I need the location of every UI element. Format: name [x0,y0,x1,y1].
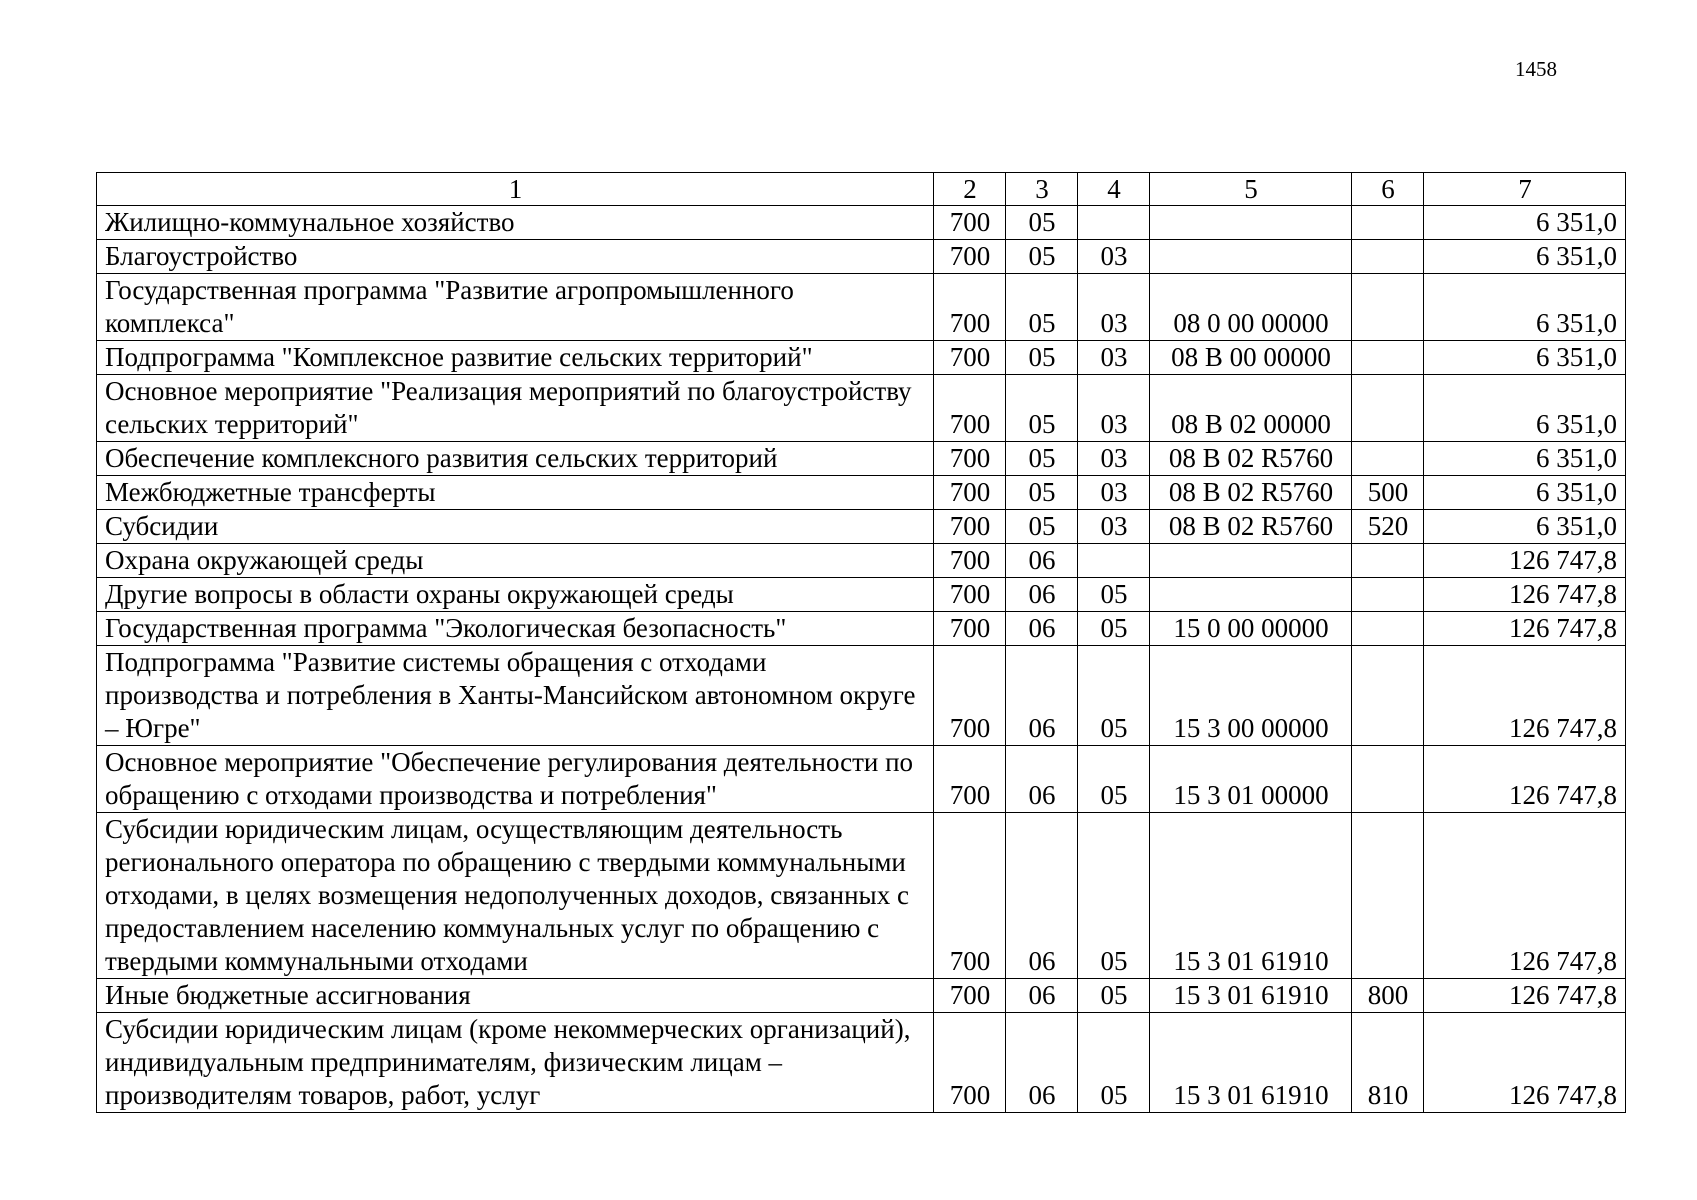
row-cell-6: 500 [1352,476,1424,510]
row-cell-2: 700 [934,544,1006,578]
table-row [97,612,1626,646]
row-name-cell: Субсидии юридическим лицам (кроме некоммерческих организаций), индивидуальным предпринимателям, физическим лицам – производителям товаров, работ, услуг [97,1013,934,1113]
row-cell-3: 05 [1006,240,1078,274]
row-cell-7: 6 351,0 [1424,476,1626,510]
row-cell-5 [1150,544,1352,578]
row-cell-7: 6 351,0 [1424,375,1626,442]
table-row [97,341,1626,375]
row-cell-4: 05 [1078,612,1150,646]
table-row [97,646,1626,746]
row-cell-4: 05 [1078,979,1150,1013]
row-cell-5: 08 В 02 R5760 [1150,442,1352,476]
row-cell-6 [1352,240,1424,274]
row-name-cell: Основное мероприятие "Обеспечение регулирования деятельности по обращению с отходами производства и потребления" [97,746,934,813]
row-name-cell: Другие вопросы в области охраны окружающей среды [97,578,934,612]
table-row [97,544,1626,578]
row-name-cell: Обеспечение комплексного развития сельских территорий [97,442,934,476]
row-name-cell: Охрана окружающей среды [97,544,934,578]
row-cell-5 [1150,206,1352,240]
header-cell-1: 1 [97,173,934,206]
row-cell-7: 126 747,8 [1424,813,1626,979]
table-row [97,1013,1626,1113]
table-row [97,979,1626,1013]
row-cell-3: 05 [1006,510,1078,544]
row-name-cell: Основное мероприятие "Реализация мероприятий по благоустройству сельских территорий" [97,375,934,442]
row-name-cell: Государственная программа "Развитие агропромышленного комплекса" [97,274,934,341]
row-cell-7: 6 351,0 [1424,240,1626,274]
row-cell-3: 05 [1006,206,1078,240]
row-cell-7: 6 351,0 [1424,274,1626,341]
row-cell-2: 700 [934,476,1006,510]
row-cell-7: 126 747,8 [1424,578,1626,612]
row-cell-4: 03 [1078,510,1150,544]
row-cell-5: 08 0 00 00000 [1150,274,1352,341]
row-cell-6 [1352,375,1424,442]
row-cell-3: 05 [1006,476,1078,510]
header-cell-7: 7 [1424,173,1626,206]
row-cell-3: 06 [1006,979,1078,1013]
header-cell-2: 2 [934,173,1006,206]
row-cell-6 [1352,578,1424,612]
row-name-cell: Подпрограмма "Комплексное развитие сельских территорий" [97,341,934,375]
row-cell-2: 700 [934,341,1006,375]
row-cell-6 [1352,612,1424,646]
row-cell-7: 126 747,8 [1424,612,1626,646]
budget-table [96,172,1626,1113]
row-cell-2: 700 [934,510,1006,544]
row-cell-6: 520 [1352,510,1424,544]
row-cell-3: 06 [1006,1013,1078,1113]
row-cell-3: 05 [1006,274,1078,341]
table-row [97,442,1626,476]
table-row [97,746,1626,813]
row-cell-7: 6 351,0 [1424,510,1626,544]
row-cell-7: 126 747,8 [1424,1013,1626,1113]
row-cell-2: 700 [934,206,1006,240]
table-row [97,274,1626,341]
row-cell-4: 03 [1078,442,1150,476]
row-cell-5: 15 3 00 00000 [1150,646,1352,746]
row-cell-7: 126 747,8 [1424,979,1626,1013]
row-name-cell: Жилищно-коммунальное хозяйство [97,206,934,240]
row-cell-5: 08 В 02 R5760 [1150,510,1352,544]
row-cell-4: 03 [1078,375,1150,442]
row-cell-2: 700 [934,240,1006,274]
row-cell-2: 700 [934,746,1006,813]
row-cell-2: 700 [934,442,1006,476]
row-cell-4: 05 [1078,1013,1150,1113]
row-name-cell: Субсидии юридическим лицам, осуществляющим деятельность регионального оператора по обращению с твердыми коммунальными отходами, в целях возмещения недополученных доходов, связанных с предоставлением населению коммунальных услуг по обращению с твердыми коммунальными отходами [97,813,934,979]
row-cell-4: 03 [1078,476,1150,510]
row-cell-4: 03 [1078,341,1150,375]
table-row [97,206,1626,240]
row-cell-4: 03 [1078,274,1150,341]
row-cell-4: 05 [1078,813,1150,979]
table-row [97,510,1626,544]
row-cell-3: 05 [1006,375,1078,442]
header-cell-4: 4 [1078,173,1150,206]
row-cell-7: 126 747,8 [1424,746,1626,813]
header-cell-3: 3 [1006,173,1078,206]
row-cell-5: 08 В 02 R5760 [1150,476,1352,510]
row-cell-6 [1352,813,1424,979]
row-cell-5: 15 3 01 00000 [1150,746,1352,813]
row-cell-5: 08 В 02 00000 [1150,375,1352,442]
row-cell-6: 810 [1352,1013,1424,1113]
row-cell-6 [1352,341,1424,375]
table-row [97,240,1626,274]
row-cell-3: 06 [1006,813,1078,979]
header-cell-5: 5 [1150,173,1352,206]
table-row [97,476,1626,510]
row-name-cell: Иные бюджетные ассигнования [97,979,934,1013]
table-row [97,375,1626,442]
row-cell-7: 6 351,0 [1424,206,1626,240]
page-number: 1458 [1515,57,1557,81]
row-name-cell: Субсидии [97,510,934,544]
row-cell-4: 05 [1078,578,1150,612]
row-name-cell: Подпрограмма "Развитие системы обращения с отходами производства и потребления в Ханты-Мансийском автономном округе – Югре" [97,646,934,746]
row-cell-7: 6 351,0 [1424,341,1626,375]
row-cell-6 [1352,746,1424,813]
row-cell-6 [1352,206,1424,240]
row-cell-3: 06 [1006,544,1078,578]
row-cell-7: 126 747,8 [1424,646,1626,746]
row-cell-3: 05 [1006,341,1078,375]
row-cell-7: 6 351,0 [1424,442,1626,476]
row-cell-4 [1078,206,1150,240]
row-cell-2: 700 [934,813,1006,979]
row-cell-5: 15 3 01 61910 [1150,979,1352,1013]
row-name-cell: Межбюджетные трансферты [97,476,934,510]
row-name-cell: Государственная программа "Экологическая безопасность" [97,612,934,646]
row-cell-6 [1352,646,1424,746]
row-cell-5 [1150,578,1352,612]
row-cell-3: 06 [1006,646,1078,746]
row-cell-3: 05 [1006,442,1078,476]
row-cell-2: 700 [934,1013,1006,1113]
row-cell-2: 700 [934,979,1006,1013]
header-cell-6: 6 [1352,173,1424,206]
table-header-row [97,173,1626,206]
row-cell-5: 15 3 01 61910 [1150,1013,1352,1113]
row-cell-4: 05 [1078,746,1150,813]
row-cell-6: 800 [1352,979,1424,1013]
table-row [97,813,1626,979]
row-cell-2: 700 [934,274,1006,341]
row-cell-2: 700 [934,646,1006,746]
row-cell-6 [1352,544,1424,578]
row-cell-3: 06 [1006,612,1078,646]
row-cell-4 [1078,544,1150,578]
row-cell-4: 05 [1078,646,1150,746]
row-cell-2: 700 [934,375,1006,442]
row-cell-2: 700 [934,612,1006,646]
row-cell-2: 700 [934,578,1006,612]
row-cell-6 [1352,442,1424,476]
row-cell-3: 06 [1006,578,1078,612]
row-cell-5: 08 В 00 00000 [1150,341,1352,375]
row-cell-3: 06 [1006,746,1078,813]
row-name-cell: Благоустройство [97,240,934,274]
row-cell-4: 03 [1078,240,1150,274]
row-cell-5: 15 3 01 61910 [1150,813,1352,979]
row-cell-6 [1352,274,1424,341]
table-row [97,578,1626,612]
row-cell-5: 15 0 00 00000 [1150,612,1352,646]
row-cell-5 [1150,240,1352,274]
row-cell-7: 126 747,8 [1424,544,1626,578]
